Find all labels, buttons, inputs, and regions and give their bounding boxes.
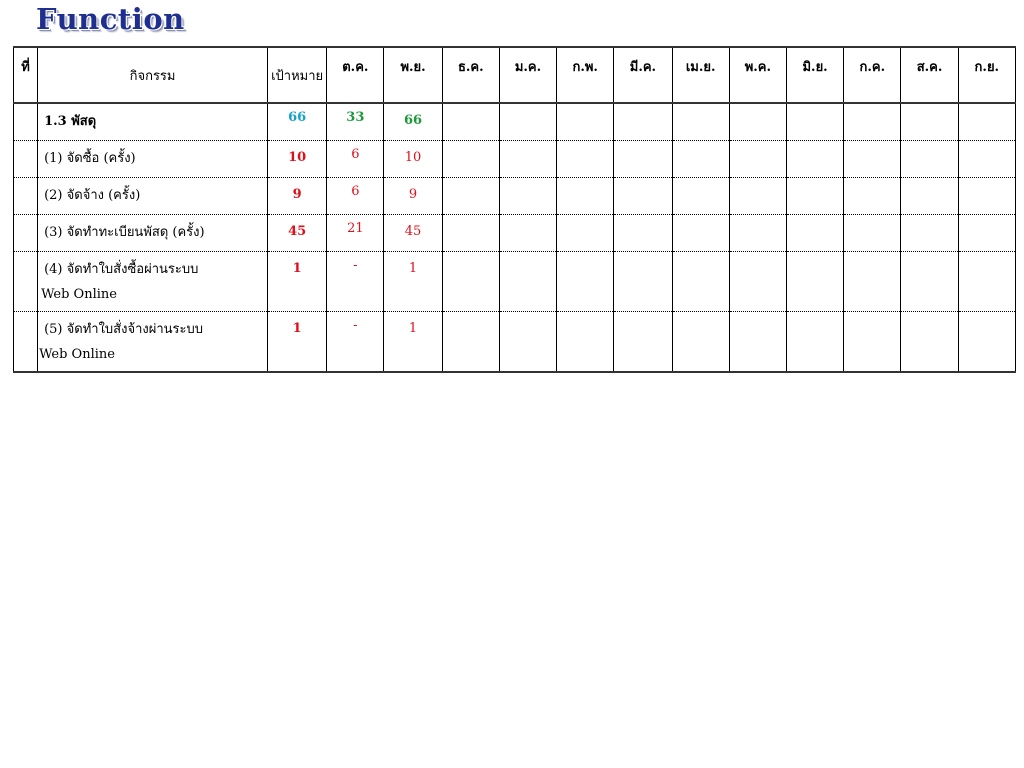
cell-index bbox=[14, 141, 38, 178]
header-month: ก.พ. bbox=[557, 47, 614, 103]
cell-empty bbox=[557, 141, 614, 178]
table-row bbox=[14, 141, 1016, 178]
cell-empty bbox=[901, 252, 958, 312]
cell-target: 10 bbox=[268, 141, 327, 178]
cell-empty bbox=[442, 141, 499, 178]
cell-empty bbox=[729, 178, 786, 215]
cell-empty bbox=[557, 178, 614, 215]
cell-activity bbox=[38, 215, 268, 252]
activity-label-line2: Web Online bbox=[41, 287, 117, 302]
header-target: เป้าหมาย bbox=[268, 47, 327, 103]
cell-empty bbox=[442, 312, 499, 373]
page-title: Function bbox=[36, 2, 185, 36]
cell-target: 1 bbox=[268, 312, 327, 373]
activity-label: (2) จัดจ้าง (ครั้ง) bbox=[44, 188, 141, 203]
cell-activity bbox=[38, 252, 268, 312]
cell-empty bbox=[844, 103, 901, 141]
cell-empty bbox=[901, 141, 958, 178]
cell-empty bbox=[901, 103, 958, 141]
cell-activity bbox=[38, 103, 268, 141]
header-month: มิ.ย. bbox=[786, 47, 843, 103]
cell-empty bbox=[729, 103, 786, 141]
header-month: ธ.ค. bbox=[442, 47, 499, 103]
cell-empty bbox=[557, 312, 614, 373]
cell-empty bbox=[499, 215, 556, 252]
header-activity: กิจกรรม bbox=[38, 47, 268, 103]
cell-nov: 1 bbox=[384, 252, 442, 312]
header-month: ม.ค. bbox=[499, 47, 556, 103]
cell-empty bbox=[499, 141, 556, 178]
cell-nov: 45 bbox=[384, 215, 442, 252]
activity-label: (5) จัดทำใบสั่งจ้างผ่านระบบ bbox=[44, 322, 203, 337]
activity-label-line2: Web Online bbox=[39, 347, 115, 362]
header-index: ที่ bbox=[14, 47, 38, 103]
header-month: ก.ย. bbox=[958, 47, 1015, 103]
cell-empty bbox=[672, 312, 729, 373]
cell-oct: - bbox=[327, 252, 384, 312]
cell-index bbox=[14, 215, 38, 252]
cell-empty bbox=[729, 215, 786, 252]
header-month: ก.ค. bbox=[844, 47, 901, 103]
table-row bbox=[14, 103, 1016, 141]
cell-empty bbox=[499, 178, 556, 215]
cell-empty bbox=[442, 103, 499, 141]
cell-empty bbox=[958, 312, 1015, 373]
cell-index bbox=[14, 252, 38, 312]
cell-empty bbox=[557, 252, 614, 312]
cell-empty bbox=[729, 252, 786, 312]
activity-label: (1) จัดซื้อ (ครั้ง) bbox=[44, 151, 136, 166]
cell-empty bbox=[958, 141, 1015, 178]
cell-empty bbox=[901, 312, 958, 373]
cell-empty bbox=[901, 215, 958, 252]
table-row bbox=[14, 312, 1016, 373]
cell-empty bbox=[672, 103, 729, 141]
cell-empty bbox=[614, 312, 672, 373]
cell-empty bbox=[672, 215, 729, 252]
cell-empty bbox=[499, 312, 556, 373]
activity-schedule-table bbox=[13, 46, 1016, 373]
cell-empty bbox=[614, 141, 672, 178]
cell-index bbox=[14, 178, 38, 215]
cell-empty bbox=[672, 252, 729, 312]
header-month: พ.ย. bbox=[384, 47, 442, 103]
cell-empty bbox=[958, 215, 1015, 252]
cell-empty bbox=[614, 215, 672, 252]
cell-empty bbox=[786, 312, 843, 373]
cell-index bbox=[14, 103, 38, 141]
cell-empty bbox=[786, 141, 843, 178]
cell-empty bbox=[901, 178, 958, 215]
cell-empty bbox=[958, 103, 1015, 141]
cell-empty bbox=[557, 103, 614, 141]
cell-empty bbox=[786, 178, 843, 215]
header-month: พ.ค. bbox=[729, 47, 786, 103]
cell-empty bbox=[844, 252, 901, 312]
header-month: ส.ค. bbox=[901, 47, 958, 103]
cell-empty bbox=[614, 178, 672, 215]
cell-nov: 9 bbox=[384, 178, 442, 215]
header-month: เม.ย. bbox=[672, 47, 729, 103]
cell-empty bbox=[844, 312, 901, 373]
header-month: มี.ค. bbox=[614, 47, 672, 103]
cell-nov: 1 bbox=[384, 312, 442, 373]
cell-empty bbox=[442, 215, 499, 252]
cell-empty bbox=[672, 141, 729, 178]
header-month: ต.ค. bbox=[327, 47, 384, 103]
cell-oct: - bbox=[327, 312, 384, 373]
cell-target: 1 bbox=[268, 252, 327, 312]
cell-target: 66 bbox=[268, 103, 327, 141]
cell-empty bbox=[729, 312, 786, 373]
cell-empty bbox=[442, 252, 499, 312]
table-row bbox=[14, 178, 1016, 215]
cell-oct: 6 bbox=[327, 178, 384, 215]
cell-empty bbox=[786, 252, 843, 312]
cell-empty bbox=[557, 215, 614, 252]
table-header-row bbox=[14, 47, 1016, 103]
cell-nov: 10 bbox=[384, 141, 442, 178]
cell-empty bbox=[786, 103, 843, 141]
cell-empty bbox=[614, 252, 672, 312]
cell-empty bbox=[499, 252, 556, 312]
cell-activity bbox=[38, 312, 268, 373]
table-row bbox=[14, 252, 1016, 312]
cell-empty bbox=[614, 103, 672, 141]
cell-empty bbox=[844, 178, 901, 215]
cell-empty bbox=[958, 178, 1015, 215]
cell-oct: 33 bbox=[327, 103, 384, 141]
cell-empty bbox=[672, 178, 729, 215]
cell-oct: 6 bbox=[327, 141, 384, 178]
cell-empty bbox=[499, 103, 556, 141]
cell-empty bbox=[786, 215, 843, 252]
cell-target: 9 bbox=[268, 178, 327, 215]
cell-activity bbox=[38, 141, 268, 178]
cell-oct: 21 bbox=[327, 215, 384, 252]
cell-empty bbox=[729, 141, 786, 178]
cell-empty bbox=[844, 141, 901, 178]
cell-index bbox=[14, 312, 38, 373]
activity-label: 1.3 พัสดุ bbox=[44, 114, 97, 129]
activity-label: (3) จัดทำทะเบียนพัสดุ (ครั้ง) bbox=[44, 225, 205, 240]
cell-target: 45 bbox=[268, 215, 327, 252]
cell-nov: 66 bbox=[384, 103, 442, 141]
cell-empty bbox=[844, 215, 901, 252]
activity-label: (4) จัดทำใบสั่งซื้อผ่านระบบ bbox=[44, 262, 199, 277]
table-row bbox=[14, 215, 1016, 252]
cell-empty bbox=[442, 178, 499, 215]
cell-activity bbox=[38, 178, 268, 215]
cell-empty bbox=[958, 252, 1015, 312]
